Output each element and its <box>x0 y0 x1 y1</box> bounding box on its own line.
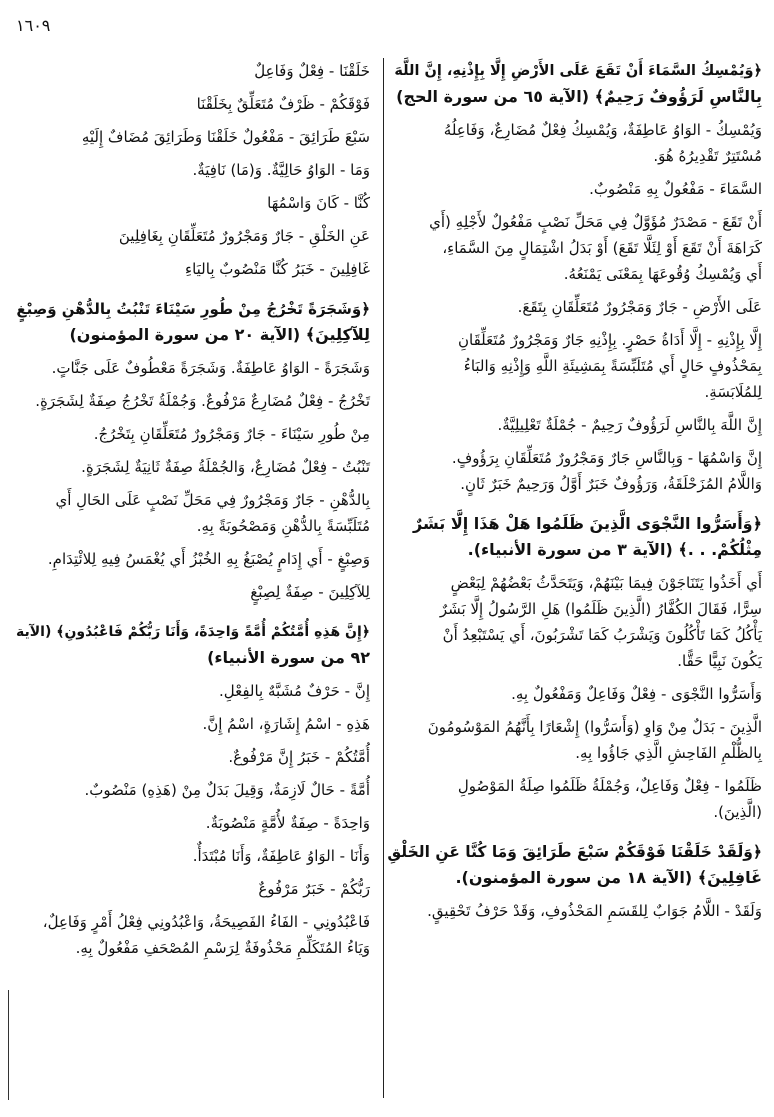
paragraph-block <box>14 388 370 414</box>
text-line: ظَلَمُوا - فِعْلٌ وَفَاعِلٌ، وَجُمْلَةُ ظَلَمُوا صِلَةُ المَوْصُولِ <box>457 777 762 795</box>
text-line: مِثْلُكُمْ. . .﴾ (الآية ٣ من سورة الأنبياء). <box>467 540 762 559</box>
text-line: وَمَا - الوَاوُ حَالِيَّةٌ. وَ(مَا) نَافِيَةٌ. <box>192 161 370 179</box>
paragraph-block <box>14 678 370 704</box>
text-line: السَّمَاءَ - مَفْعُولٌ بِهِ مَنْصُوبٌ. <box>589 180 762 198</box>
text-line: وَيُمْسِكُ - الوَاوُ عَاطِفَةٌ، وَيُمْسِكُ فِعْلٌ مُضَارِعٌ، وَفَاعِلُهُ <box>443 121 762 139</box>
paragraph-block <box>386 570 762 674</box>
left-column <box>14 58 370 968</box>
text-line: أَي وَيُمْسِكُ وُقُوعَهَا بِمَعْنَى يَمْنَعُهُ. <box>563 265 762 283</box>
verse-block <box>386 511 762 563</box>
paragraph-block <box>386 294 762 320</box>
text-line: أُمَّةً - حَالٌ لَازِمَةٌ، وَقِيلَ بَدَلٌ مِنْ (هَذِهِ) مَنْصُوبٌ. <box>84 781 370 799</box>
paragraph-block <box>386 681 762 707</box>
paragraph-block <box>386 898 762 924</box>
paragraph-block <box>14 777 370 803</box>
text-line: وَاللَّامُ المُزَحْلَقَةُ، وَرَؤُوفٌ خَبَرٌ أَوَّلُ وَرَحِيمٌ خَبَرٌ ثَانٍ. <box>460 475 762 493</box>
text-line: وَيَاءُ المُتَكَلِّمِ مَحْذُوفَةٌ لِرَسْمِ المُصْحَفِ مَفْعُولٌ بِهِ. <box>75 939 370 957</box>
text-line: سَبْعَ طَرَائِقَ - مَفْعُولٌ خَلَقْنَا وَطَرَائِقَ مُضَافٌ إِلَيْهِ <box>81 128 370 146</box>
paragraph-block <box>14 190 370 216</box>
text-line: أُمَّتُكُمْ - خَبَرُ إِنَّ مَرْفُوعٌ. <box>228 748 370 766</box>
text-line: ﴿إِنَّ هَذِهِ أُمَّتُكُمْ أُمَّةً وَاحِدَةً، وَأَنَا رَبُّكُمْ فَاعْبُدُونِ﴾ (الآية <box>16 624 370 640</box>
text-line: وَصِبْغٍ - أَي إِدَامٍ يُصْبَغُ بِهِ الخُبْزُ أَي يُغْمَسُ فِيهِ لِلائْتِدَامِ. <box>47 550 370 568</box>
text-line: كَرَاهَةَ أَنْ تَقَعَ أَوْ لِئَلَّا تَقَعَ) أَوْ بَدَلُ اشْتِمَالٍ مِنَ السَّمَاءِ، <box>442 239 762 257</box>
text-line: إِنَّ وَاسْمُهَا - وَبِالنَّاسِ جَارٌ وَمَجْرُورٌ مُتَعَلِّقَانِ بِرَؤُوفٍ. <box>451 449 762 467</box>
text-line: كُنَّا - كَانَ وَاسْمُهَا <box>267 194 370 212</box>
text-line: إِنَّ - حَرْفٌ مُشَبَّهٌ بِالفِعْلِ. <box>218 682 370 700</box>
text-line: هَذِهِ - اسْمُ إِشَارَةٍ، اسْمُ إِنَّ. <box>202 715 370 733</box>
text-line: ﴿وَلَقَدْ خَلَقْنَا فَوْقَكُمْ سَبْعَ طَرَائِقَ وَمَا كُنَّا عَنِ الخَلْقِ <box>387 843 762 861</box>
verse-block <box>386 839 762 891</box>
paragraph-block <box>14 579 370 605</box>
text-line: ﴿وَيُمْسِكُ السَّمَاءَ أَنْ تَقَعَ عَلَى الأَرْضِ إِلَّا بِإِذْنِهِ، إِنَّ اللَّهَ <box>394 63 762 79</box>
paragraph-block <box>14 546 370 572</box>
text-line: أَي أَخَذُوا يَتَنَاجَوْنَ فِيمَا بَيْنَهُمْ، وَيَتَحَدَّثُ بَعْضُهُمْ لِبَعْضٍ <box>450 574 762 592</box>
text-line: مُتَلَبِّسَةً بِالدُّهْنِ وَمَصْحُوبَةً بِهِ. <box>196 517 370 535</box>
text-line: تَخْرُجُ - فِعْلٌ مُضَارِعٌ مَرْفُوعٌ. وَجُمْلَةُ تَخْرُجُ صِفَةٌ لِشَجَرَةٍ. <box>35 392 370 410</box>
text-line: فَوْقَكُمْ - ظَرْفٌ مُتَعَلِّقٌ بِخَلَقْنَا <box>196 95 370 113</box>
text-line: إِلَّا بِإِذْنِهِ - إِلَّا أَدَاةُ حَصْرٍ. بِإِذْنِهِ جَارٌ وَمَجْرُورٌ مُتَعَلِّقَانِ <box>458 331 762 349</box>
paragraph-block <box>14 157 370 183</box>
paragraph-block <box>386 445 762 497</box>
text-line: ﴿وَشَجَرَةً تَخْرُجُ مِنْ طُورِ سَيْنَاءَ تَنْبُتُ بِالدُّهْنِ وَصِبْغٍ <box>16 300 370 318</box>
page-number: ١٦٠٩ <box>16 16 51 35</box>
paragraph-block <box>14 876 370 902</box>
paragraph-block <box>386 117 762 169</box>
text-line: وَأَسَرُّوا النَّجْوَى - فِعْلٌ وَفَاعِلٌ وَمَفْعُولٌ بِهِ. <box>511 685 762 703</box>
verse-block <box>386 58 762 110</box>
text-line: غَافِلِينَ﴾ (الآية ١٨ من سورة المؤمنون). <box>455 868 762 887</box>
paragraph-block <box>386 209 762 287</box>
text-line: لِلآكِلِينَ﴾ (الآية ٢٠ من سورة المؤمنون) <box>69 325 370 344</box>
text-line: الَّذِينَ - بَدَلٌ مِنْ وَاوِ (وَأَسَرُّوا) إِشْعَارًا بِأَنَّهُمُ المَوْسُومُونَ <box>427 718 762 736</box>
text-line: وَشَجَرَةً - الوَاوُ عَاطِفَةٌ. وَشَجَرَةً مَعْطُوفٌ عَلَى جَنَّاتٍ. <box>51 359 370 377</box>
paragraph-block <box>386 773 762 825</box>
text-line: وَاحِدَةً - صِفَةٌ لأُمَّةٍ مَنْصُوبَةٌ. <box>205 814 370 832</box>
text-line: فَاعْبُدُونِي - الفَاءُ الفَصِيحَةُ، وَاعْبُدُونِي فِعْلُ أَمْرٍ وَفَاعِلٌ، <box>42 913 370 931</box>
paragraph-block <box>386 412 762 438</box>
text-line: (الَّذِينَ). <box>713 803 762 821</box>
paragraph-block <box>14 744 370 770</box>
text-line: عَلَى الأَرْضِ - جَارٌ وَمَجْرُورٌ مُتَعَلِّقَانِ بِتَقَعَ. <box>517 298 762 316</box>
paragraph-block <box>14 421 370 447</box>
text-line: وَلَقَدْ - اللَّامُ جَوَابٌ لِلقَسَمِ المَحْذُوفِ، وَقَدْ حَرْفُ تَحْقِيقٍ. <box>427 902 762 920</box>
paragraph-block <box>14 58 370 84</box>
text-line: بِالظُّلْمِ الفَاحِشِ الَّذِي جَاؤُوا بِهِ. <box>575 744 762 762</box>
text-line: لِلآكِلِينَ - صِفَةٌ لِصِبْغٍ <box>250 583 370 601</box>
paragraph-block <box>14 355 370 381</box>
paragraph-block <box>14 91 370 117</box>
paragraph-block <box>386 176 762 202</box>
paragraph-block <box>14 454 370 480</box>
margin-rule <box>8 990 9 1100</box>
text-line: يَأْكُلُ كَمَا تَأْكُلُونَ وَيَشْرَبُ كَمَا تَشْرَبُونَ، أَي يَسْتَبْعِدُ أَنْ <box>442 626 762 644</box>
verse-block <box>14 296 370 348</box>
text-line: سِرًّا، فَقَالَ الكُفَّارُ (الَّذِينَ ظَلَمُوا) هَلِ الرَّسُولُ إِلَّا بَشَرٌ <box>439 600 762 618</box>
text-line: خَلَقْنَا - فِعْلٌ وَفَاعِلٌ <box>254 62 370 80</box>
text-line: وَأَنَا - الوَاوُ عَاطِفَةٌ، وَأَنَا مُبْتَدَأٌ. <box>192 847 370 865</box>
text-line: تَنْبُتُ - فِعْلٌ مُضَارِعٌ، وَالجُمْلَةُ صِفَةٌ ثَانِيَةٌ لِشَجَرَةٍ. <box>81 458 370 476</box>
column-divider <box>383 58 384 1098</box>
text-line: ٩٢ من سورة الأنبياء) <box>207 648 370 667</box>
text-line: بِالنَّاسِ لَرَؤُوفٌ رَحِيمٌ﴾ (الآية ٦٥ من سورة الحج) <box>396 87 762 106</box>
paragraph-block <box>14 223 370 249</box>
paragraph-block <box>386 327 762 405</box>
paragraph-block <box>386 714 762 766</box>
verse-block <box>14 619 370 671</box>
text-line: بِالدُّهْنِ - جَارٌ وَمَجْرُورٌ فِي مَحَلِّ نَصْبٍ عَلَى الحَالِ أَي <box>55 491 370 509</box>
text-line: يَكُونَ نَبِيًّا حَقًّا. <box>677 652 762 670</box>
text-line: بِمَحْذُوفٍ حَالٍ أَي مُتَلَبِّسَةً بِمَشِيئَةِ اللَّهِ وَإِذْنِهِ وَالبَاءُ <box>463 357 762 375</box>
paragraph-block <box>14 124 370 150</box>
text-line: مُسْتَتِرٌ تَقْدِيرُهُ هُوَ. <box>653 147 762 165</box>
text-line: ﴿وَأَسَرُّوا النَّجْوَى الَّذِينَ ظَلَمُوا هَلْ هَذَا إِلَّا بَشَرٌ <box>413 514 762 533</box>
paragraph-block <box>14 256 370 282</box>
paragraph-block <box>14 909 370 961</box>
text-line: إِنَّ اللَّهَ بِالنَّاسِ لَرَؤُوفٌ رَحِيمٌ - جُمْلَةٌ تَعْلِيلِيَّةٌ. <box>497 416 762 434</box>
paragraph-block <box>14 711 370 737</box>
text-line: لِلمُلَابَسَةِ. <box>704 383 762 401</box>
text-line: رَبُّكُمْ - خَبَرٌ مَرْفُوعٌ <box>258 880 370 898</box>
paragraph-block <box>14 843 370 869</box>
paragraph-block <box>14 810 370 836</box>
right-column <box>386 58 762 931</box>
text-line: أَنْ تَقَعَ - مَصْدَرٌ مُؤَوَّلٌ فِي مَحَلِّ نَصْبٍ مَفْعُولٌ لأَجْلِهِ (أَي <box>429 213 762 231</box>
text-line: مِنْ طُورِ سَيْنَاءَ - جَارٌ وَمَجْرُورٌ مُتَعَلِّقَانِ بِتَخْرُجُ. <box>93 425 370 443</box>
text-line: عَنِ الخَلْقِ - جَارٌ وَمَجْرُورٌ مُتَعَلِّقَانِ بِغَافِلِينَ <box>118 227 370 245</box>
paragraph-block <box>14 487 370 539</box>
text-line: غَافِلِينَ - خَبَرُ كُنَّا مَنْصُوبٌ بِاليَاءِ <box>185 260 370 278</box>
